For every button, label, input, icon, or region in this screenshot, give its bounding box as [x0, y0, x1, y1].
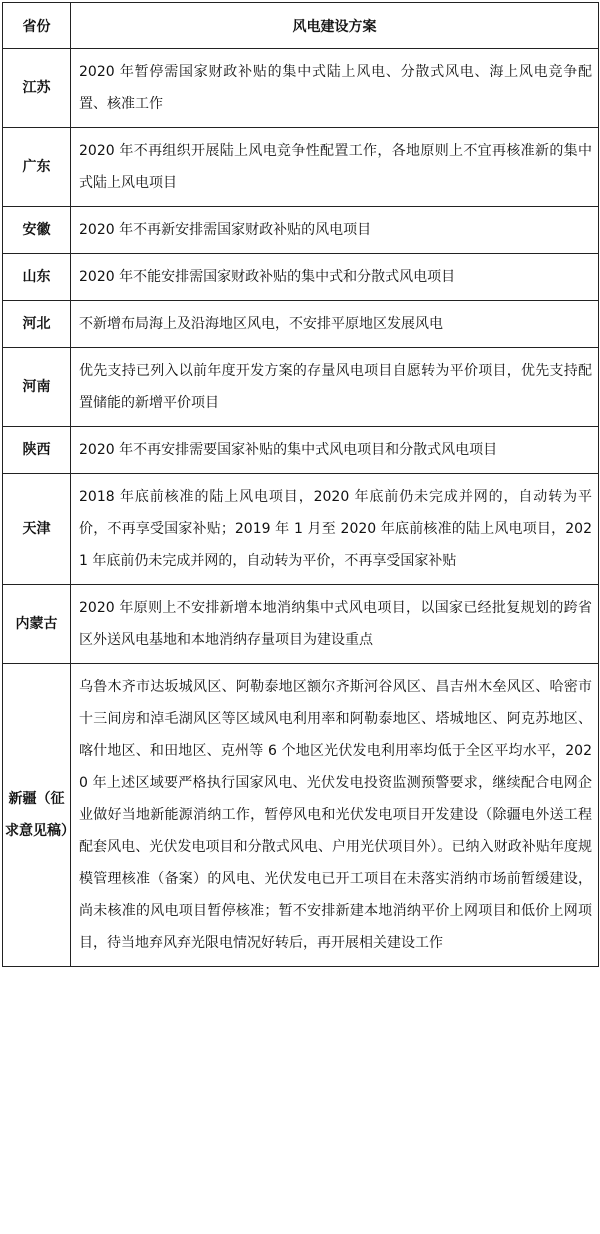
- table-row: [3, 348, 599, 427]
- province-cell: 山东: [3, 254, 71, 301]
- table-row: [3, 427, 599, 474]
- plan-cell: 2020 年暂停需国家财政补贴的集中式陆上风电、分散式风电、海上风电竞争配置、核准工作: [71, 49, 599, 128]
- province-cell: 新疆（征求意见稿）: [3, 664, 71, 967]
- plan-cell: 2020 年不再新安排需国家财政补贴的风电项目: [71, 207, 599, 254]
- plan-cell: 2020 年原则上不安排新增本地消纳集中式风电项目，以国家已经批复规划的跨省区外送风电基地和本地消纳存量项目为建设重点: [71, 585, 599, 664]
- table-row: [3, 254, 599, 301]
- header-row: [3, 3, 599, 49]
- province-cell: 河南: [3, 348, 71, 427]
- header-plan: 风电建设方案: [71, 3, 599, 49]
- table-row: [3, 664, 599, 967]
- table-row: [3, 128, 599, 207]
- plan-cell: 2020 年不能安排需国家财政补贴的集中式和分散式风电项目: [71, 254, 599, 301]
- plan-cell: 2018 年底前核准的陆上风电项目，2020 年底前仍未完成并网的，自动转为平价，不再享受国家补贴；2019 年 1 月至 2020 年底前核准的陆上风电项目，2021 年底前仍未完成并网的，自动转为平价，不再享受国家补贴: [71, 474, 599, 585]
- table-row: [3, 585, 599, 664]
- table-row: [3, 49, 599, 128]
- province-cell: 江苏: [3, 49, 71, 128]
- province-cell: 天津: [3, 474, 71, 585]
- plan-cell: 2020 年不再安排需要国家补贴的集中式风电项目和分散式风电项目: [71, 427, 599, 474]
- province-cell: 安徽: [3, 207, 71, 254]
- province-cell: 河北: [3, 301, 71, 348]
- table-row: [3, 301, 599, 348]
- province-cell: 内蒙古: [3, 585, 71, 664]
- province-cell: 广东: [3, 128, 71, 207]
- table-row: [3, 474, 599, 585]
- plan-cell: 不新增布局海上及沿海地区风电，不安排平原地区发展风电: [71, 301, 599, 348]
- province-cell: 陕西: [3, 427, 71, 474]
- header-province: 省份: [3, 3, 71, 49]
- plan-cell: 优先支持已列入以前年度开发方案的存量风电项目自愿转为平价项目，优先支持配置储能的新增平价项目: [71, 348, 599, 427]
- plan-cell: 乌鲁木齐市达坂城风区、阿勒泰地区额尔齐斯河谷风区、昌吉州木垒风区、哈密市十三间房和淖毛湖风区等区域风电利用率和阿勒泰地区、塔城地区、阿克苏地区、喀什地区、和田地区、克州等 6 个地区光伏发电利用率均低于全区平均水平，2020 年上述区域要严格执行国家风电、光伏发电投资监测预警要求，继续配合电网企业做好当地新能源消纳工作，暂停风电和光伏发电项目开发建设（除疆电外送工程配套风电、光伏发电项目和分散式风电、户用光伏项目外）。已纳入财政补贴年度规模管理核准（备案）的风电、光伏发电已开工项目在未落实消纳市场前暂缓建设，尚未核准的风电项目暂停核准；暂不安排新建本地消纳平价上网项目和低价上网项目，待当地弃风弃光限电情况好转后，再开展相关建设工作: [71, 664, 599, 967]
- wind-power-plan-table: [2, 2, 599, 967]
- plan-cell: 2020 年不再组织开展陆上风电竞争性配置工作，各地原则上不宜再核准新的集中式陆上风电项目: [71, 128, 599, 207]
- table-row: [3, 207, 599, 254]
